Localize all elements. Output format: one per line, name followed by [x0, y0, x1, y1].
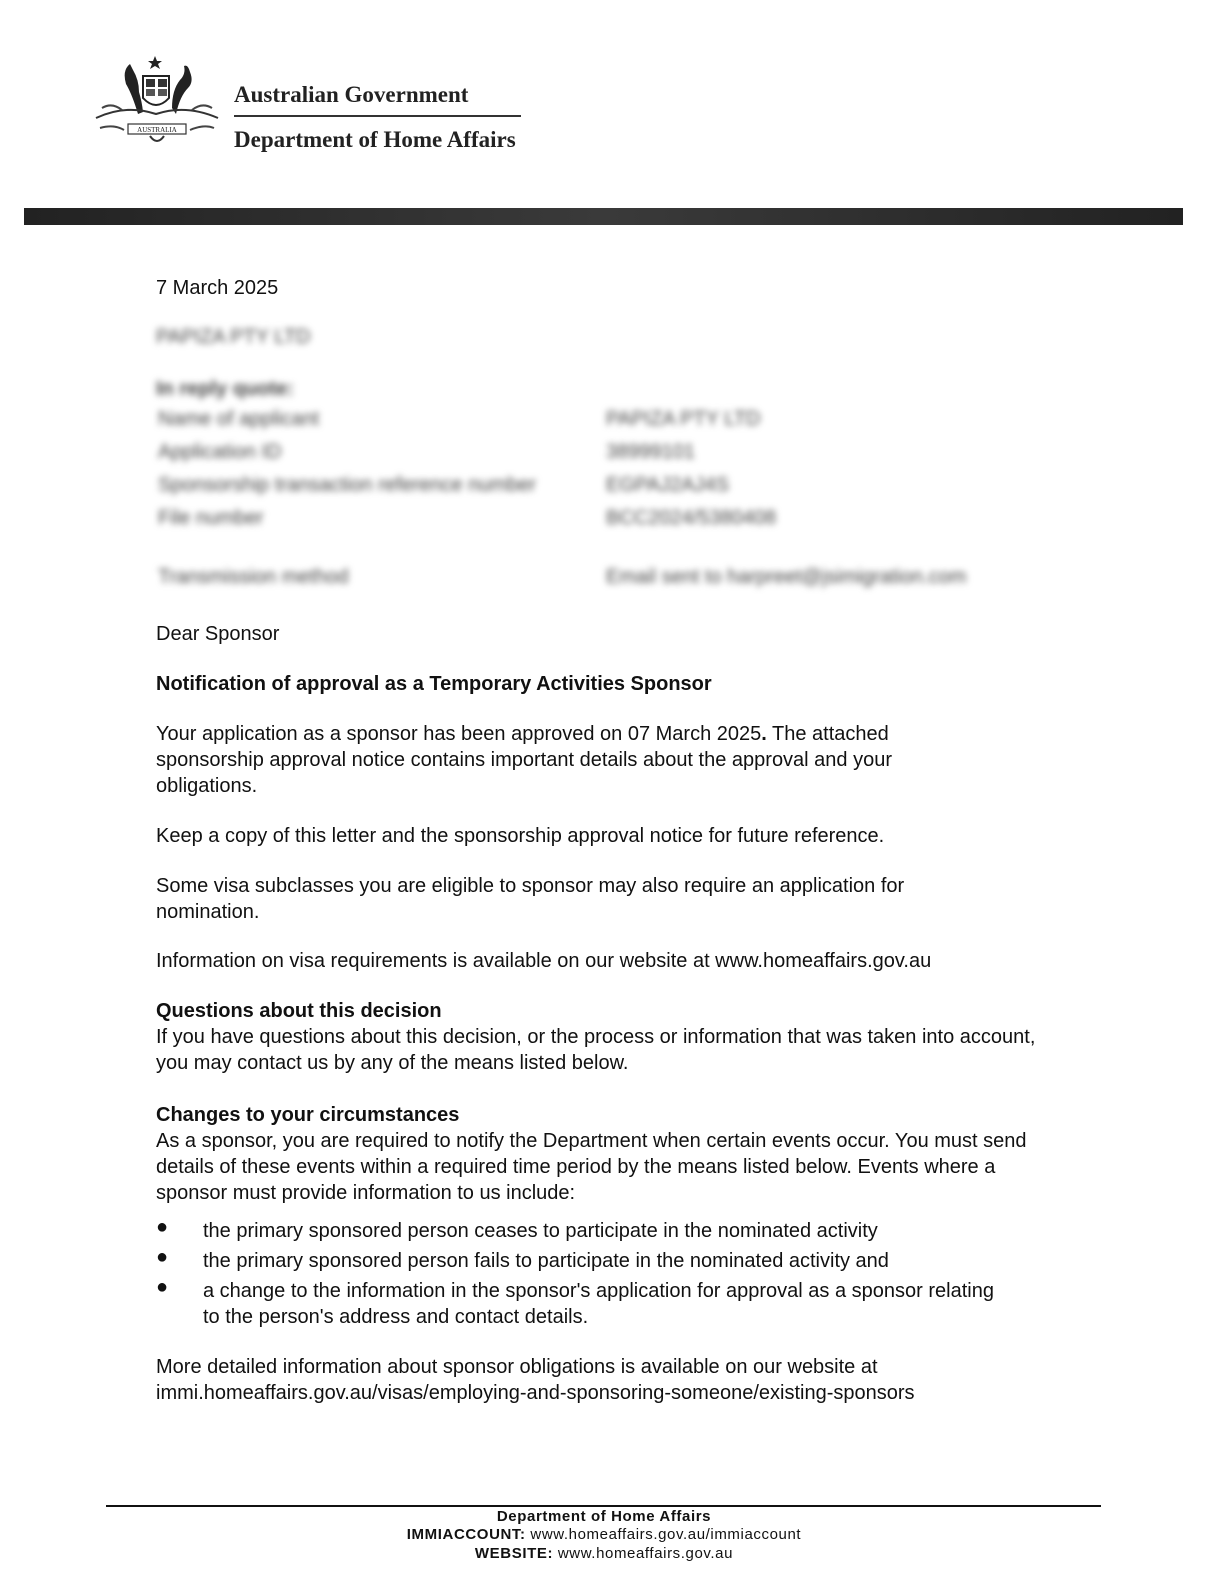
bullet-icon: ●: [156, 1276, 169, 1298]
ref-value: Email sent to harpreet@jsimigration.com: [606, 566, 967, 588]
paragraph-visa-info: Information on visa requirements is available on our website at www.homeaffairs.gov.au: [156, 950, 932, 972]
approval-text-cont: The attached sponsorship approval notice contains important details about the approval and your obligations.: [156, 723, 893, 797]
website-label: WEBSITE:: [474, 1545, 554, 1562]
footer-immiaccount: [0, 1526, 1208, 1544]
footer-website: [0, 1545, 1208, 1563]
government-name: Australian Government: [234, 82, 469, 107]
changes-body: As a sponsor, you are required to notify the Department when certain events occur. You must send details of these events within a required time period by the means listed below. Events where a sponsor must provide information to us include:: [156, 1130, 1027, 1204]
list-item: the primary sponsored person ceases to participate in the nominated activity: [203, 1220, 878, 1242]
ref-label: Sponsorship transaction reference number: [158, 474, 536, 496]
approval-text: Your application as a sponsor has been approved on 07 March 2025: [156, 723, 762, 745]
salutation: Dear Sponsor: [156, 623, 280, 645]
paragraph-nomination: Some visa subclasses you are eligible to sponsor may also require an application for nomination.: [156, 875, 905, 923]
ref-value: PAPIZA PTY LTD: [606, 408, 761, 430]
svg-text:AUSTRALIA: AUSTRALIA: [137, 126, 177, 134]
more-info: More detailed information about sponsor obligations is available on our website at immi.homeaffairs.gov.au/visas/employing-and-sponsoring-someone/existing-sponsors: [156, 1356, 915, 1404]
changes-heading: Changes to your circumstances: [156, 1104, 460, 1126]
paragraph-approval: [156, 721, 976, 799]
immiaccount-url[interactable]: www.homeaffairs.gov.au/immiaccount: [525, 1526, 802, 1543]
list-item: a change to the information in the sponsor's application for approval as a sponsor relating to the person's address and contact details.: [203, 1280, 994, 1328]
bullet-icon: ●: [156, 1246, 169, 1268]
ref-label: Application ID: [158, 441, 282, 463]
ref-value: 38999101: [606, 441, 695, 463]
list-item: the primary sponsored person fails to participate in the nominated activity and: [203, 1250, 889, 1272]
header-band: [24, 208, 1183, 225]
header-divider: [234, 115, 521, 117]
questions-heading: Questions about this decision: [156, 1000, 442, 1022]
paragraph-keep-copy: Keep a copy of this letter and the sponsorship approval notice for future reference.: [156, 825, 885, 847]
coat-of-arms-logo: [88, 52, 226, 152]
ref-label: Transmission method: [158, 566, 349, 588]
bullet-icon: ●: [156, 1216, 169, 1238]
letter-date: 7 March 2025: [156, 277, 279, 299]
ref-value: EGPAJ2AJ4S: [606, 474, 730, 496]
immiaccount-label: IMMIACCOUNT:: [406, 1526, 526, 1543]
ref-label: Name of applicant: [158, 408, 320, 430]
approval-period: .: [761, 723, 767, 745]
addressee-redacted: PAPIZA PTY LTD: [156, 326, 311, 348]
department-name: Department of Home Affairs: [234, 127, 516, 152]
questions-body: If you have questions about this decision, or the process or information that was taken into account, you may contact us by any of the means listed below.: [156, 1026, 1036, 1074]
footer-dept: Department of Home Affairs: [496, 1508, 712, 1525]
ref-label: File number: [158, 507, 264, 529]
website-url[interactable]: www.homeaffairs.gov.au: [553, 1545, 734, 1562]
footer-divider: [106, 1505, 1101, 1507]
subject-heading: Notification of approval as a Temporary Activities Sponsor: [156, 673, 712, 695]
reply-quote-redacted: In reply quote:: [156, 378, 294, 400]
ref-value: BCC2024/5380408: [606, 507, 777, 529]
